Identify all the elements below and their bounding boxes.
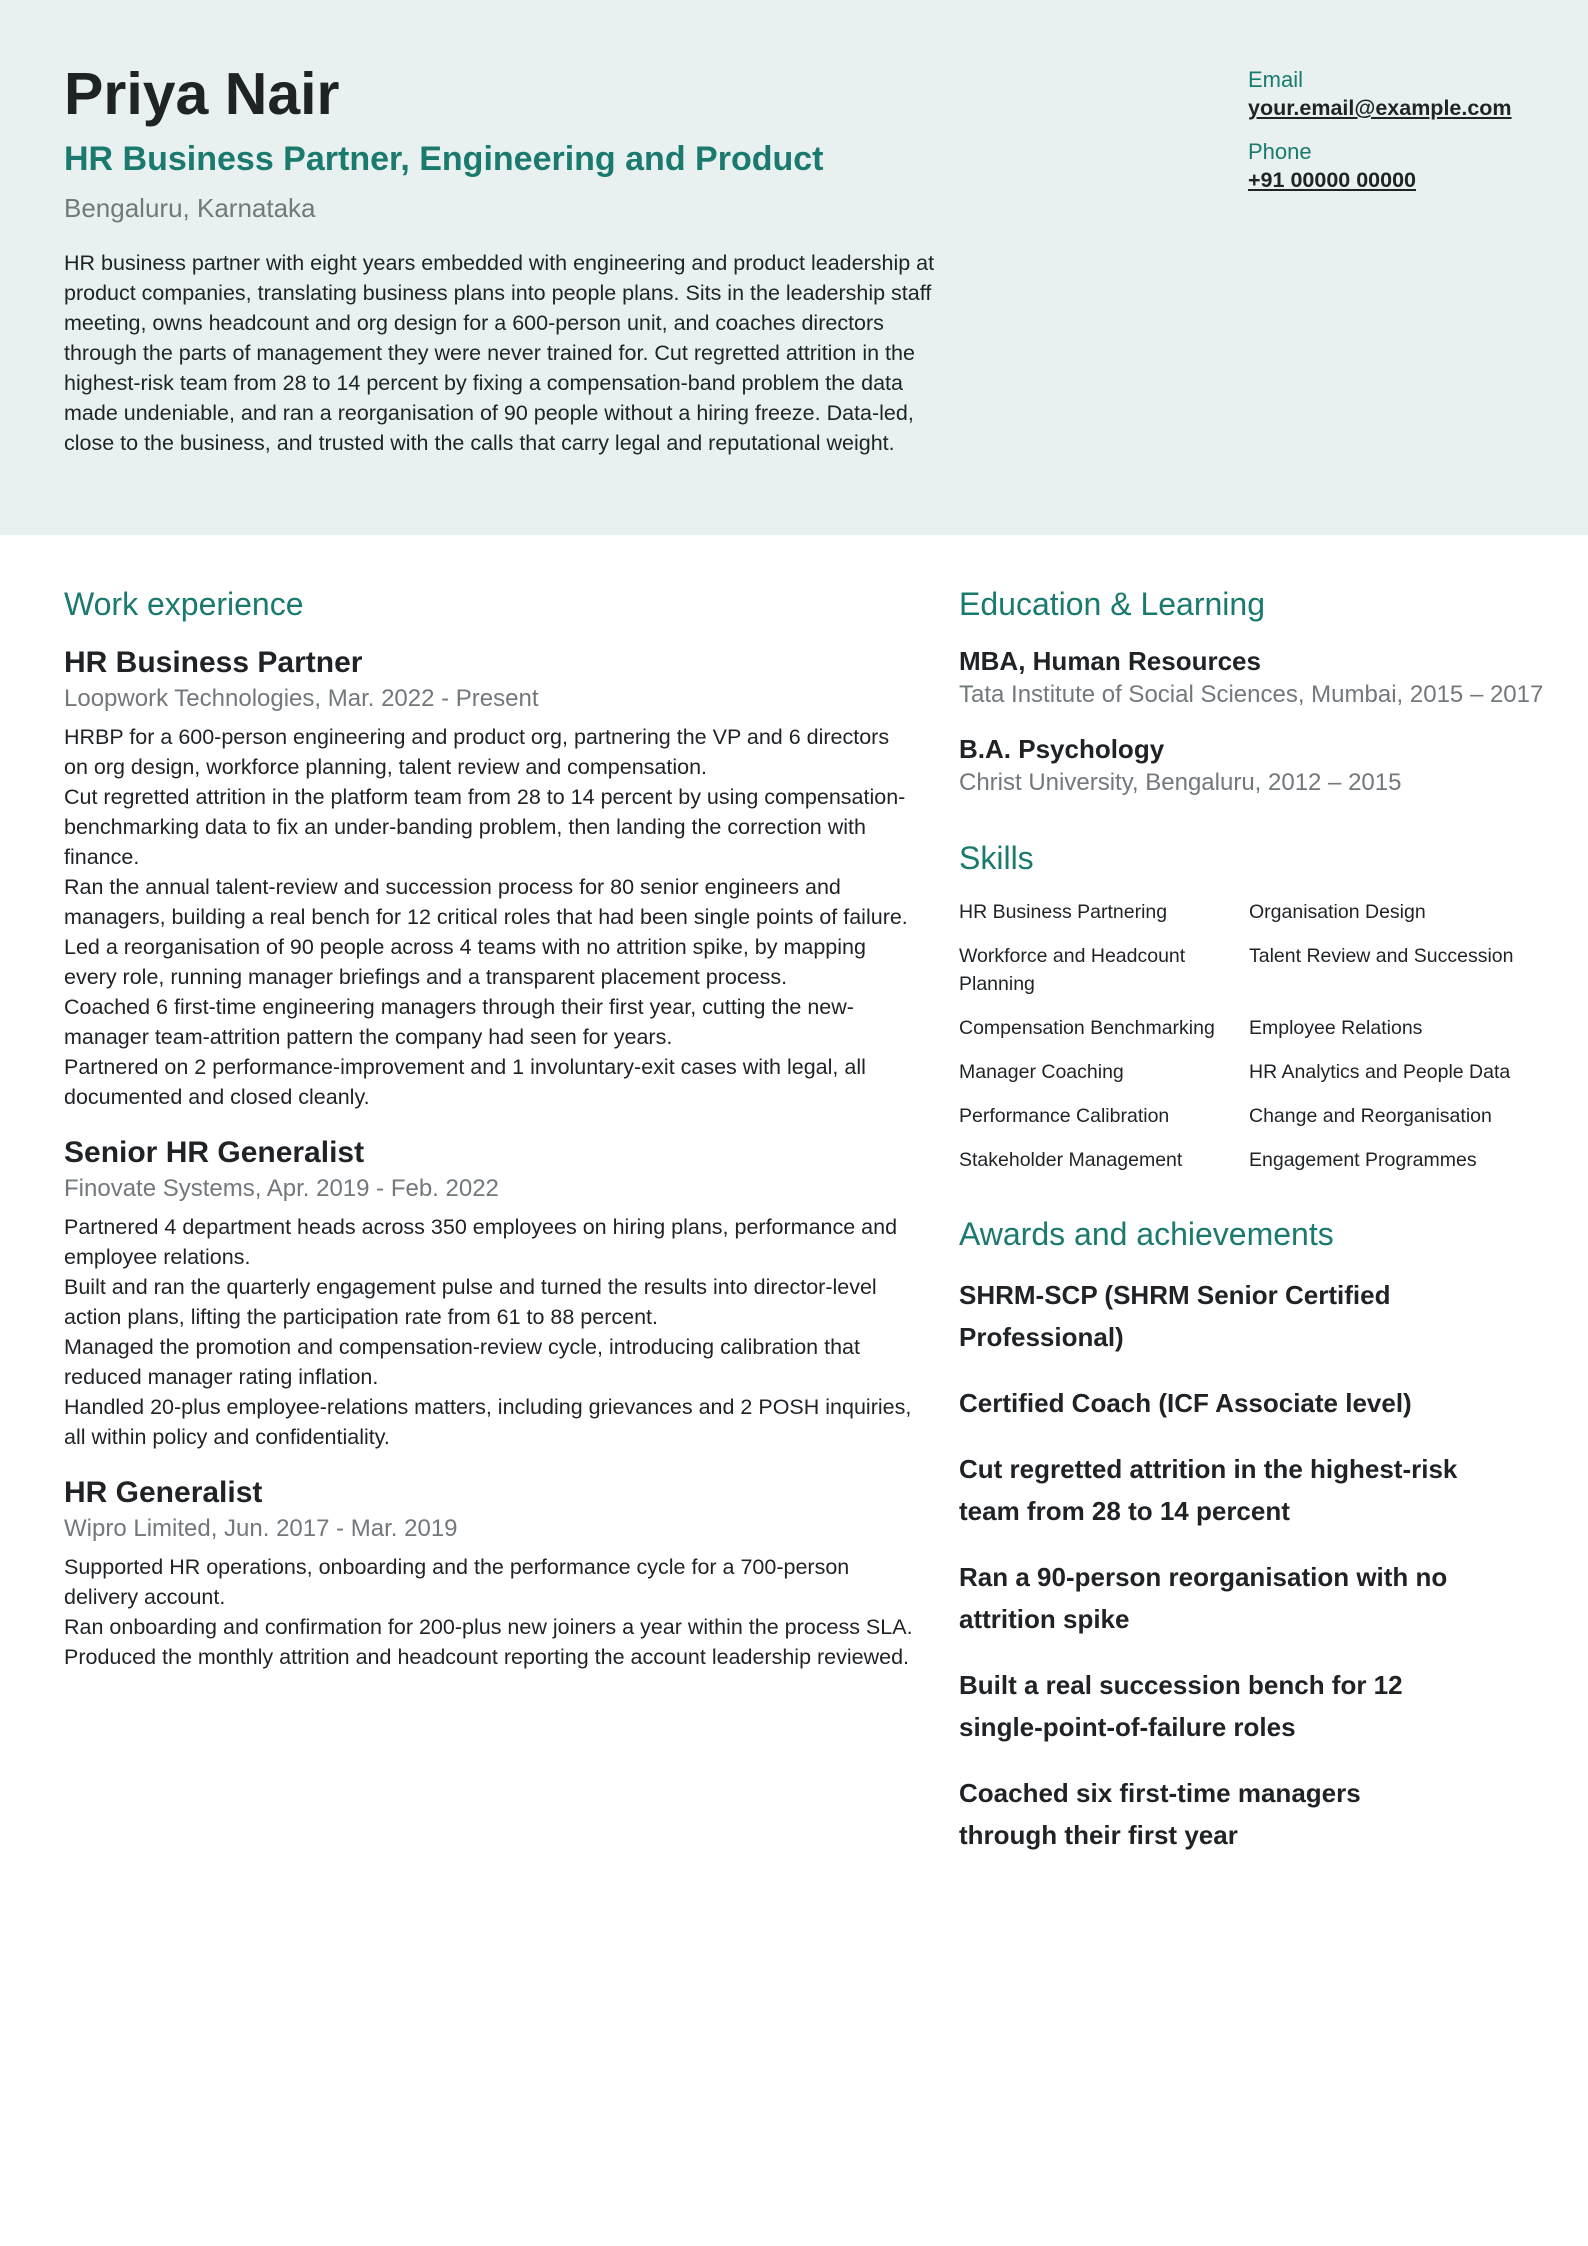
- award-item: Coached six first-time managers through their first year: [959, 1778, 1361, 1850]
- job-bullet: Partnered on 2 performance-improvement and 1 involuntary-exit cases with legal, all documented and closed cleanly.: [64, 1055, 866, 1109]
- section-title-education: Education & Learning: [959, 586, 1265, 622]
- job-bullet: Ran the annual talent-review and succession process for 80 senior engineers and managers, building a real bench for 12 critical roles that had been single points of failure.: [64, 875, 908, 929]
- award-item: Cut regretted attrition in the highest-risk team from 28 to 14 percent: [959, 1454, 1458, 1526]
- award-item: Built a real succession bench for 12 single-point-of-failure roles: [959, 1670, 1403, 1742]
- skill-item: Organisation Design: [1249, 901, 1426, 923]
- skill-item: HR Analytics and People Data: [1249, 1061, 1511, 1083]
- job-entry: [64, 1474, 914, 1672]
- candidate-location: Bengaluru, Karnataka: [64, 193, 316, 223]
- section-title-awards: Awards and achievements: [959, 1216, 1334, 1252]
- awards-list: [959, 1274, 1559, 1856]
- education-school: Tata Institute of Social Sciences, Mumbai, 2015 – 2017: [959, 681, 1544, 708]
- phone-link[interactable]: +91 00000 00000: [1248, 168, 1416, 192]
- job-bullet: Managed the promotion and compensation-review cycle, introducing calibration that reduced manager rating inflation.: [64, 1335, 860, 1389]
- email-label: Email: [1248, 67, 1304, 92]
- skill-item: HR Business Partnering: [959, 901, 1168, 923]
- education-entry: [959, 732, 1559, 800]
- skill-item: Manager Coaching: [959, 1061, 1124, 1083]
- skills-grid: [959, 898, 1559, 1174]
- education-entry: [959, 644, 1559, 712]
- work-experience-section: [64, 584, 914, 1694]
- candidate-name: Priya Nair: [64, 61, 340, 127]
- job-bullet-list: [64, 1212, 914, 1452]
- job-bullet: Cut regretted attrition in the platform team from 28 to 14 percent by using compensation-benchmarking data to fix an under-banding problem, then landing the correction with finance.: [64, 785, 906, 869]
- job-bullet: HRBP for a 600-person engineering and product org, partnering the VP and 6 directors on org design, workforce planning, talent review and compensation.: [64, 725, 890, 779]
- job-bullet: Supported HR operations, onboarding and the performance cycle for a 700-person delivery account.: [64, 1555, 850, 1609]
- skill-item: Performance Calibration: [959, 1105, 1170, 1127]
- phone-label: Phone: [1248, 139, 1312, 164]
- education-degree: B.A. Psychology: [959, 734, 1165, 764]
- section-title-skills: Skills: [959, 840, 1034, 876]
- job-company-dates: Loopwork Technologies, Mar. 2022 - Present: [64, 685, 539, 712]
- section-title-work-experience: Work experience: [64, 586, 304, 622]
- job-bullet: Handled 20-plus employee-relations matters, including grievances and 2 POSH inquiries, all within policy and confidentiality.: [64, 1395, 912, 1449]
- job-bullet: Ran onboarding and confirmation for 200-plus new joiners a year within the process SLA.: [64, 1615, 913, 1639]
- skill-item: Compensation Benchmarking: [959, 1017, 1215, 1039]
- candidate-role: HR Business Partner, Engineering and Product: [64, 140, 824, 178]
- skill-item: Workforce and Headcount Planning: [959, 945, 1186, 995]
- contact-block: [1248, 66, 1568, 210]
- job-bullet: Partnered 4 department heads across 350 employees on hiring plans, performance and employee relations.: [64, 1215, 898, 1269]
- job-bullet: Produced the monthly attrition and headcount reporting the account leadership reviewed.: [64, 1645, 910, 1669]
- job-bullet-list: [64, 722, 914, 1112]
- job-entry: [64, 1134, 914, 1452]
- education-school: Christ University, Bengaluru, 2012 – 2015: [959, 769, 1402, 796]
- email-link[interactable]: your.email@example.com: [1248, 96, 1512, 120]
- skill-item: Stakeholder Management: [959, 1149, 1183, 1171]
- job-company-dates: Wipro Limited, Jun. 2017 - Mar. 2019: [64, 1515, 458, 1542]
- job-bullet: Coached 6 first-time engineering managers through their first year, cutting the new-manager team-attrition pattern the company had seen for years.: [64, 995, 854, 1049]
- job-company-dates: Finovate Systems, Apr. 2019 - Feb. 2022: [64, 1175, 499, 1202]
- profile-summary: HR business partner with eight years embedded with engineering and product leadership at product companies, translating business plans into people plans. Sits in the leadership staff meeting, owns headcount and org design for a 600-person unit, and coaches directors through the parts of management they were never trained for. Cut regretted attrition in the highest-risk team from 28 to 14 percent by fixing a compensation-band problem the data made undeniable, and ran a reorganisation of 90 people without a hiring freeze. Data-led, close to the business, and trusted with the calls that carry legal and reputational weight.: [64, 251, 935, 455]
- skill-item: Engagement Programmes: [1249, 1149, 1477, 1171]
- job-entry: [64, 644, 914, 1112]
- skill-item: Change and Reorganisation: [1249, 1105, 1492, 1127]
- award-item: Ran a 90-person reorganisation with no attrition spike: [959, 1562, 1448, 1634]
- award-item: SHRM-SCP (SHRM Senior Certified Professional): [959, 1280, 1391, 1352]
- resume-header: [0, 0, 1588, 535]
- job-title: HR Business Partner: [64, 646, 363, 679]
- skill-item: Employee Relations: [1249, 1017, 1423, 1039]
- job-list: [64, 644, 914, 1672]
- award-item: Certified Coach (ICF Associate level): [959, 1388, 1412, 1418]
- job-title: HR Generalist: [64, 1476, 263, 1509]
- job-bullet: Built and ran the quarterly engagement pulse and turned the results into director-level action plans, lifting the participation rate from 61 to 88 percent.: [64, 1275, 877, 1329]
- job-bullet: Led a reorganisation of 90 people across 4 teams with no attrition spike, by mapping every role, running manager briefings and a transparent placement process.: [64, 935, 866, 989]
- skill-item: Talent Review and Succession: [1249, 945, 1514, 967]
- education-degree: MBA, Human Resources: [959, 646, 1261, 676]
- sidebar-column: [959, 584, 1559, 1880]
- job-bullet-list: [64, 1552, 914, 1672]
- job-title: Senior HR Generalist: [64, 1136, 365, 1169]
- education-list: [959, 644, 1559, 800]
